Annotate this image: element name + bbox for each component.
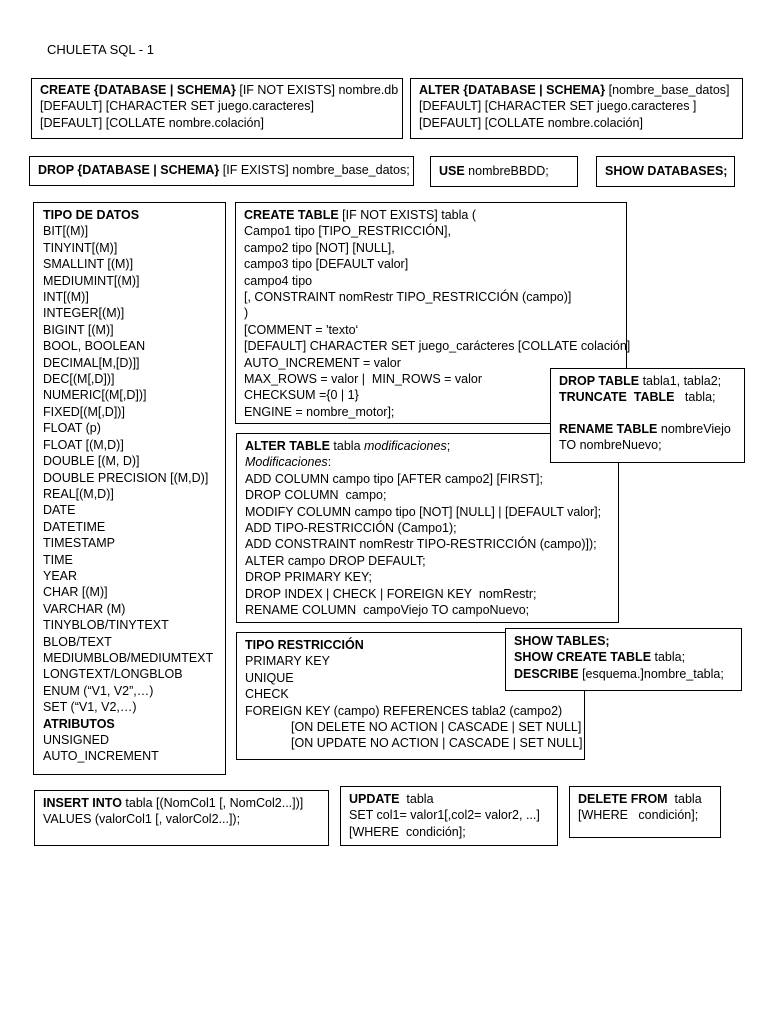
alter-database-line: [DEFAULT] [CHARACTER SET juego.caracteres ] <box>419 99 697 114</box>
data-type-item: DOUBLE [(M, D)] <box>43 454 140 469</box>
alter-table-table: tabla <box>329 439 365 453</box>
data-type-item: LONGTEXT/LONGBLOB <box>43 667 183 682</box>
constraint-type-line: FOREIGN KEY (campo) REFERENCES tabla2 (campo2) <box>245 703 563 718</box>
create-table-keyword: CREATE TABLE <box>244 208 339 222</box>
data-types-heading: TIPO DE DATOS <box>43 208 140 222</box>
data-type-item: INTEGER[(M)] <box>43 306 125 321</box>
data-type-item: YEAR <box>43 568 78 583</box>
data-type-item: FIXED[(M[,D])] <box>43 404 125 419</box>
drop-database-syntax: [IF EXISTS] nombre_base_datos; <box>219 163 410 177</box>
alter-table-colon: : <box>327 455 332 470</box>
constraint-type-line: PRIMARY KEY <box>245 654 330 669</box>
create-table-line: ) <box>244 306 249 321</box>
show-databases-keyword: SHOW DATABASES; <box>605 164 728 178</box>
drop-table-box <box>550 368 745 463</box>
update-line: SET col1= valor1[,col2= valor2, ...] <box>349 808 540 823</box>
describe-keyword: DESCRIBE <box>514 666 579 681</box>
data-type-item: BLOB/TEXT <box>43 634 112 649</box>
create-table-syntax: [IF NOT EXISTS] tabla ( <box>338 208 476 222</box>
data-type-item: VARCHAR (M) <box>43 601 126 616</box>
data-type-item: INT[(M)] <box>43 290 89 305</box>
data-type-item: TIME <box>43 552 73 567</box>
drop-database-keyword: DROP {DATABASE | SCHEMA} <box>38 163 220 177</box>
data-types-box <box>33 202 226 775</box>
data-type-item: TINYINT[(M)] <box>43 240 118 255</box>
use-keyword: USE <box>439 164 465 178</box>
data-type-item: SET (“V1, V2,…) <box>43 700 137 715</box>
alter-table-line: DROP INDEX | CHECK | FOREIGN KEY nomRestr; <box>245 586 537 601</box>
data-type-item: TIMESTAMP <box>43 536 115 551</box>
alter-table-line: DROP PRIMARY KEY; <box>245 570 373 585</box>
rename-table-line: TO nombreNuevo; <box>559 438 662 453</box>
rename-table-syntax: nombreViejo <box>657 421 731 436</box>
alter-database-line: [DEFAULT] [COLLATE nombre.colación] <box>419 115 643 130</box>
create-table-line: [, CONSTRAINT nomRestr TIPO_RESTRICCIÓN (campo)] <box>244 290 572 305</box>
insert-syntax: tabla [(NomCol1 [, NomCol2...])] <box>121 796 304 810</box>
alter-table-line: ADD CONSTRAINT nomRestr TIPO-RESTRICCIÓN (campo)]); <box>245 537 597 552</box>
constraint-type-indented-line: [ON UPDATE NO ACTION | CASCADE | SET NULL] <box>291 736 583 751</box>
create-database-box <box>31 78 403 139</box>
show-databases-box <box>596 156 735 187</box>
create-table-line: [COMMENT = 'texto‘ <box>244 322 359 337</box>
show-tables-box <box>505 628 742 691</box>
data-type-item: BIT[(M)] <box>43 224 89 239</box>
alter-table-keyword: ALTER TABLE <box>245 439 330 453</box>
update-box <box>340 786 558 846</box>
attribute-item: AUTO_INCREMENT <box>43 749 159 764</box>
data-type-item: DATETIME <box>43 519 106 534</box>
alter-table-semicolon: ; <box>446 439 451 453</box>
data-type-item: MEDIUMBLOB/MEDIUMTEXT <box>43 650 214 665</box>
alter-table-line: MODIFY COLUMN campo tipo [NOT] [NULL] | [DEFAULT valor]; <box>245 504 602 519</box>
constraint-type-line: UNIQUE <box>245 670 294 685</box>
data-type-item: NUMERIC[(M[,D])] <box>43 388 147 403</box>
create-table-line: MAX_ROWS = valor | MIN_ROWS = valor <box>244 372 483 387</box>
delete-line: [WHERE condición]; <box>578 808 699 823</box>
data-type-item: ENUM (“V1, V2”,…) <box>43 683 154 698</box>
update-keyword: UPDATE <box>349 792 400 806</box>
data-type-item: CHAR [(M)] <box>43 585 108 600</box>
alter-table-line: RENAME COLUMN campoViejo TO campoNuevo; <box>245 603 530 618</box>
show-create-table-syntax: tabla; <box>651 650 686 665</box>
alter-table-modifications: modificaciones <box>364 439 447 453</box>
insert-keyword: INSERT INTO <box>43 796 122 810</box>
attribute-item: UNSIGNED <box>43 733 109 747</box>
truncate-table-syntax: tabla; <box>674 390 716 405</box>
rename-table-keyword: RENAME TABLE <box>559 421 658 436</box>
delete-box <box>569 786 721 838</box>
data-type-item: FLOAT (p) <box>43 421 101 436</box>
update-line: [WHERE condición]; <box>349 824 466 839</box>
alter-database-box <box>410 78 743 139</box>
create-table-line: campo4 tipo <box>244 273 313 288</box>
drop-database-box <box>29 156 414 186</box>
insert-line: VALUES (valorCol1 [, valorCol2...]); <box>43 812 241 827</box>
delete-syntax: tabla <box>667 792 702 806</box>
describe-syntax: [esquema.]nombre_tabla; <box>578 666 724 681</box>
page-title: CHULETA SQL - 1 <box>47 42 154 57</box>
update-syntax: tabla <box>399 792 434 806</box>
data-type-item: SMALLINT [(M)] <box>43 257 134 272</box>
drop-table-keyword: DROP TABLE <box>559 374 640 388</box>
create-table-line: [DEFAULT] CHARACTER SET juego_carácteres [COLLATE colación] <box>244 339 631 354</box>
alter-table-line: ADD TIPO-RESTRICCIÓN (Campo1); <box>245 521 457 536</box>
create-table-line: campo2 tipo [NOT] [NULL], <box>244 240 395 255</box>
create-table-line: Campo1 tipo [TIPO_RESTRICCIÓN], <box>244 224 452 239</box>
create-database-line: [DEFAULT] [COLLATE nombre.colación] <box>40 115 264 130</box>
show-create-table-keyword: SHOW CREATE TABLE <box>514 650 652 665</box>
constraint-types-heading: TIPO RESTRICCIÓN <box>245 638 364 652</box>
constraint-type-line: CHECK <box>245 687 289 702</box>
alter-table-line: ALTER campo DROP DEFAULT; <box>245 553 426 568</box>
create-database-keyword: CREATE {DATABASE | SCHEMA} <box>40 83 236 97</box>
data-type-item: MEDIUMINT[(M)] <box>43 273 140 288</box>
data-type-item: BOOL, BOOLEAN <box>43 339 146 354</box>
alter-table-subheading: Modificaciones <box>245 455 328 470</box>
use-database-box <box>430 156 578 187</box>
create-table-line: CHECKSUM ={0 | 1} <box>244 388 359 403</box>
spacer <box>559 406 736 421</box>
data-type-item: TINYBLOB/TINYTEXT <box>43 618 169 633</box>
drop-table-syntax: tabla1, tabla2; <box>639 374 722 388</box>
create-database-syntax: [IF NOT EXISTS] nombre.db <box>235 83 399 97</box>
data-type-item: BIGINT [(M)] <box>43 322 114 337</box>
create-table-line: AUTO_INCREMENT = valor <box>244 355 401 370</box>
delete-keyword: DELETE FROM <box>578 792 668 806</box>
truncate-table-keyword: TRUNCATE TABLE <box>559 390 675 405</box>
data-type-item: REAL[(M,D)] <box>43 486 114 501</box>
alter-database-keyword: ALTER {DATABASE | SCHEMA} <box>419 83 606 97</box>
alter-table-line: ADD COLUMN campo tipo [AFTER campo2] [FIRST]; <box>245 471 543 486</box>
use-syntax: nombreBBDD; <box>464 164 549 178</box>
data-type-item: DEC[(M[,D])] <box>43 372 115 387</box>
data-type-item: FLOAT [(M,D)] <box>43 437 124 452</box>
data-type-item: DOUBLE PRECISION [(M,D)] <box>43 470 209 485</box>
create-table-line: campo3 tipo [DEFAULT valor] <box>244 257 409 272</box>
create-table-line: ENGINE = nombre_motor]; <box>244 404 395 419</box>
insert-box <box>34 790 329 846</box>
alter-database-syntax: [nombre_base_datos] <box>605 83 730 97</box>
constraint-type-indented-line: [ON DELETE NO ACTION | CASCADE | SET NULL] <box>291 720 582 735</box>
attributes-heading: ATRIBUTOS <box>43 716 115 731</box>
data-type-item: DATE <box>43 503 76 518</box>
create-database-line: [DEFAULT] [CHARACTER SET juego.caracteres] <box>40 99 314 114</box>
show-tables-keyword: SHOW TABLES; <box>514 634 610 648</box>
data-type-item: DECIMAL[M,[D)]] <box>43 355 140 370</box>
alter-table-line: DROP COLUMN campo; <box>245 488 387 503</box>
